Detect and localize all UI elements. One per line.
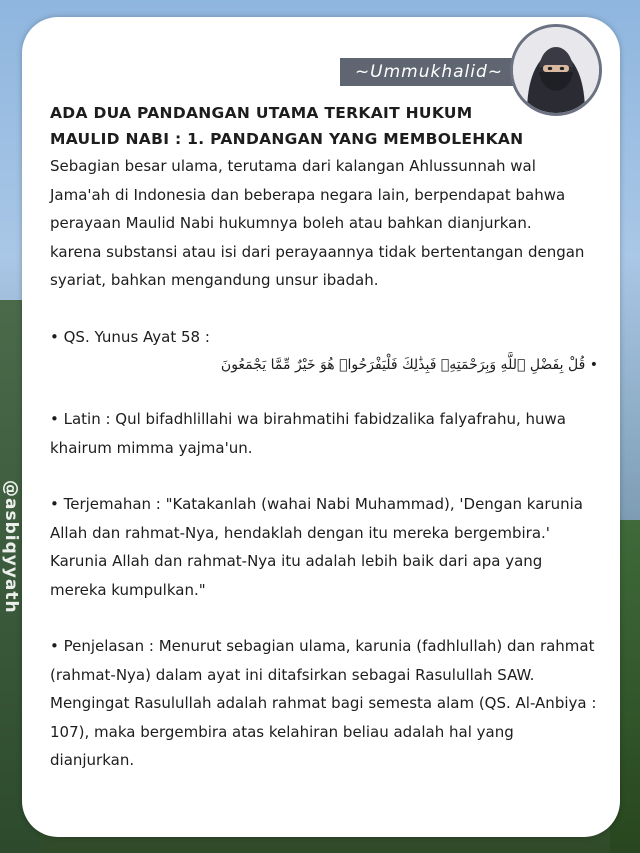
side-watermark: @asbiqyyath xyxy=(1,480,21,614)
translation: • Terjemahan : "Katakanlah (wahai Nabi Muhammad), 'Dengan karunia Allah dan rahmat-Nya, hendaklah dengan itu mereka bergembira.' Karunia Allah dan rahmat-Nya itu adalah lebih baik dari apa yang mereka kumpulkan." xyxy=(50,495,583,599)
intro-paragraph: Sebagian besar ulama, terutama dari kalangan Ahlussunnah wal Jama'ah di Indonesia dan beberapa negara lain, berpendapat bahwa perayaan Maulid Nabi hukumnya boleh atau bahkan dianjurkan. xyxy=(50,157,566,232)
intro-paragraph-2: karena substansi atau isi dari perayaannya tidak bertentangan dengan syariat, bahkan mengandung unsur ibadah. xyxy=(50,242,585,289)
heading-line-2: MAULID NABI : 1. PANDANGAN YANG MEMBOLEHKAN xyxy=(50,130,524,148)
latin-transliteration: • Latin : Qul bifadhlillahi wa birahmatihi fabidzalika falyafrahu, huwa khairum mimma yajma'un. xyxy=(50,410,566,457)
arabic-verse: • قُلْ بِفَضْلِ ٱللَّهِ وَبِرَحْمَتِهِۦ فَبِذَٰلِكَ فَلْيَفْرَحُوا۟ هُوَ خَيْرٌ مِّمَّا يَجْمَعُونَ xyxy=(220,357,598,373)
explanation: • Penjelasan : Menurut sebagian ulama, karunia (fadhlullah) dan rahmat (rahmat-Nya) dalam ayat ini ditafsirkan sebagai Rasulullah SAW. Mengingat Rasulullah adalah rahmat bagi semesta alam (QS. Al-Anbiya : 107), maka bergembira atas kelahiran beliau adalah hal yang dianjurkan. xyxy=(50,637,597,769)
article xyxy=(50,100,598,775)
heading-line-1: ADA DUA PANDANGAN UTAMA TERKAIT HUKUM xyxy=(50,104,473,122)
qs-label: • QS. Yunus Ayat 58 : xyxy=(50,327,210,346)
author-tag: ~Ummukhalid~ xyxy=(340,58,518,86)
